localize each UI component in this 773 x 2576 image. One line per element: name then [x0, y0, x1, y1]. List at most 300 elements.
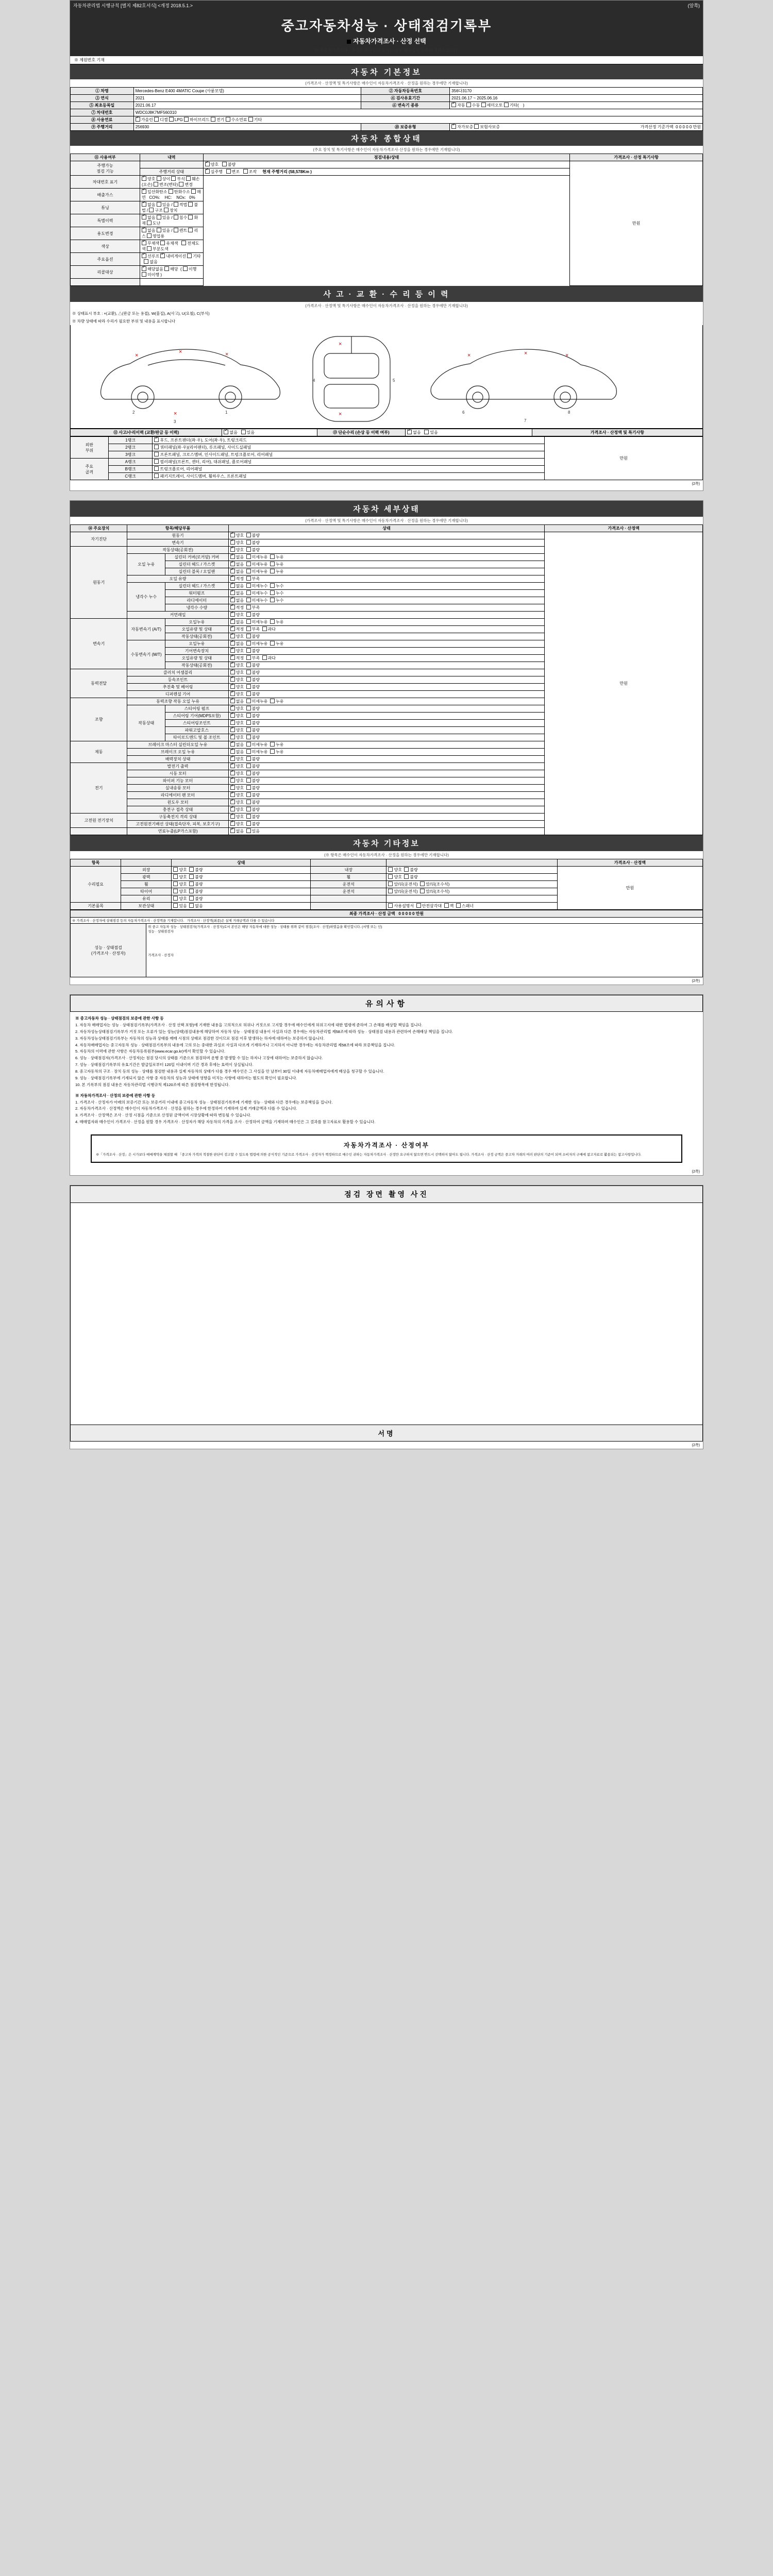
section-accident-note: (가격조사 · 산정액 및 특기사항은 매수인이 자동차가격조사 · 산정을 원하는 경우에만 기재합니다) [305, 303, 468, 308]
checkbox-sunroof[interactable] [142, 253, 146, 258]
checkbox-good[interactable] [230, 771, 235, 775]
checkbox-minor-leak[interactable] [246, 619, 251, 624]
value-mileage: 256930 [133, 124, 361, 131]
checkbox-option-none[interactable] [144, 259, 148, 264]
checkbox-bad[interactable] [246, 720, 251, 725]
sheet2-page-foot: (2쪽) [692, 979, 700, 983]
label-warranty: ⑩ 보증유형 [361, 124, 450, 131]
checkbox-bad[interactable] [246, 735, 251, 739]
sub-steering-pump: 스티어링 펌프 [165, 705, 229, 713]
checkbox-adequate[interactable] [230, 626, 235, 631]
checkbox-none[interactable] [230, 590, 235, 595]
checkbox-good[interactable] [230, 807, 235, 811]
checkbox-none[interactable] [230, 554, 235, 559]
rank-a-items [153, 459, 545, 466]
checkbox-tuning-structure[interactable] [149, 208, 154, 212]
etc-info-table [70, 859, 703, 910]
final-note-2: 가격조사 · 산정액(최종)은 실제 거래금액과 다를 수 있습니다 [187, 919, 275, 923]
checkbox-good[interactable] [230, 533, 235, 537]
cell-recall: ✓해당없음 해당 ( 이행 미이행 ) [140, 266, 203, 279]
checkbox-gasoline[interactable] [136, 117, 140, 122]
part-coolant-leak: 냉각수 누수 [127, 583, 165, 612]
checkbox-achromatic[interactable] [142, 241, 146, 245]
value-first-reg: 2021.06.17 [133, 102, 361, 109]
checkbox-auto[interactable] [451, 103, 456, 107]
checkbox-good[interactable] [230, 648, 235, 653]
checkbox-none[interactable] [230, 598, 235, 602]
checkbox-option-other[interactable] [187, 253, 192, 258]
checkbox-special-none[interactable] [142, 215, 146, 219]
table-header-row [71, 154, 703, 161]
cell-emission: ✓일산화탄소 탄화수소 매연 CO%: HC: NOx: 0% [140, 189, 203, 201]
rank-b-items [153, 466, 545, 473]
checkbox-good[interactable] [230, 720, 235, 725]
state-mt-oil-level: ✓ 적정 부족 과다 [228, 655, 545, 662]
checkbox-good[interactable] [230, 706, 235, 710]
part-window-motor: 윈도우 모터 [127, 799, 228, 806]
checkbox-leak[interactable] [270, 749, 275, 754]
rank-b-text: 트렁크플로어, 리어패널 [160, 467, 203, 471]
checkbox-none[interactable] [230, 562, 235, 566]
checkbox-bad[interactable] [189, 874, 194, 879]
notice-item: 9. 성능 · 상태점검기록부에 기재되지 않은 사항 중 자동차의 성능과 상태에 영향을 미치는 사항에 대하여는 별도의 확인이 필요합니다. [75, 1075, 297, 1080]
checkbox-bad[interactable] [246, 612, 251, 617]
state-engine-diag: ✓ 양호 불량 [228, 532, 545, 539]
checkbox-adequate[interactable] [230, 576, 235, 581]
signer-row-2[interactable] [148, 953, 701, 976]
checkbox-co[interactable] [142, 189, 146, 194]
checkbox-leak[interactable] [270, 562, 275, 566]
checkbox-hydrogen[interactable] [226, 117, 230, 122]
checkbox-transmission-other[interactable] [504, 103, 509, 107]
checkbox-bad[interactable] [246, 771, 251, 775]
label-simple-repair: ⑬ 단순수리 (손상 등 이력 여부) [317, 429, 406, 436]
checkbox-recall-yes[interactable] [164, 266, 169, 271]
checkbox-vin-altered[interactable] [154, 182, 158, 187]
checkbox-manual[interactable] [466, 103, 471, 107]
label-vin-mark: 차대번호 표기 [71, 176, 140, 189]
checkbox-none[interactable] [230, 569, 235, 573]
checkbox-insufficient[interactable] [246, 626, 251, 631]
checkbox-bad[interactable] [246, 807, 251, 811]
state-wheel-1: 양호 불량 [386, 874, 557, 881]
checkbox-insurance-warranty[interactable] [474, 124, 479, 129]
overall-state-table [70, 154, 703, 286]
rank-c-text: 패키지트레이, 사이드멤버, 휠하우스, 프론트패널 [160, 474, 247, 479]
sheet3-page-foot: (2쪽) [692, 1170, 700, 1174]
state-starter: ✓ 양호 불량 [228, 770, 545, 777]
sub-gear-shift: 기어변속장치 [165, 648, 229, 655]
svg-text:×: × [339, 341, 342, 347]
checkbox-bad[interactable] [246, 785, 251, 790]
part-steer-operation: 작동상태 [127, 705, 165, 741]
checkbox-leak[interactable] [270, 641, 275, 646]
page-indicator: (앞쪽) [687, 3, 700, 8]
part-blower-motor: 실내송풍 모터 [127, 785, 228, 792]
checkbox-hood[interactable] [154, 437, 159, 442]
checkbox-minor-leak[interactable] [246, 583, 251, 588]
rank-2-text: 쿼터패널(좌·우)(리어팬더), 루프패널, 사이드실패널 [160, 445, 251, 450]
col-etc-part2 [311, 859, 386, 867]
checkbox-vin-corroded[interactable] [171, 176, 176, 181]
final-price-title-text: 최종 가격조사 · 산정 금액 [349, 911, 395, 916]
state-charge-port: ✓ 양호 불량 [228, 806, 545, 814]
checkbox-bad[interactable] [246, 713, 251, 718]
checkbox-drive-good[interactable] [205, 162, 210, 166]
checkbox-none[interactable] [230, 828, 235, 833]
checkbox-good[interactable] [230, 821, 235, 826]
svg-text:5: 5 [393, 378, 395, 383]
part-glass: 유리 [121, 895, 172, 903]
checkbox-real-mileage[interactable] [205, 169, 210, 174]
state-clutch: ✓ 양호 불량 [228, 669, 545, 676]
label-year: ③ 연식 [71, 95, 134, 102]
checkbox-tuning-device[interactable] [164, 208, 169, 212]
checkbox-vin-damaged[interactable] [186, 176, 191, 181]
checkbox-leak[interactable] [270, 590, 275, 595]
part-cv-joint: 등속조인트 [127, 676, 228, 684]
checkbox-bad[interactable] [246, 821, 251, 826]
state-common-rail: ✓ 양호 불량 [228, 612, 545, 619]
checkbox-bad[interactable] [246, 547, 251, 552]
checkbox-good[interactable] [173, 896, 178, 901]
checkbox-package-tray[interactable] [154, 473, 159, 478]
checkbox-good[interactable] [230, 764, 235, 768]
checkbox-accident-none[interactable] [224, 430, 228, 434]
checkbox-bad[interactable] [246, 670, 251, 674]
subtitle-text: 자동차가격조사 · 산정 선택 [353, 38, 426, 45]
table-row [71, 910, 703, 918]
checkbox-pillar-panel[interactable] [154, 459, 159, 464]
checkbox-bad[interactable] [404, 867, 409, 872]
sub-rocker-cover: 실린더 커버(로커암) 커버 [165, 554, 229, 561]
checkbox-good[interactable] [230, 691, 235, 696]
label-usage-change: 용도변경 [71, 227, 140, 240]
etc-price-cell: 만원 [557, 867, 702, 910]
checkbox-trunk-floor[interactable] [154, 466, 159, 471]
col-etc-price: 가격조사 · 산정액 [557, 859, 702, 867]
checkbox-minor-leak[interactable] [246, 562, 251, 566]
checkbox-leak[interactable] [270, 569, 275, 573]
checkbox-good[interactable] [230, 800, 235, 804]
checkbox-yes[interactable] [246, 828, 251, 833]
state-window-motor: ✓ 양호 불량 [228, 799, 545, 806]
checkbox-not-exists[interactable] [189, 903, 194, 908]
final-price-title [71, 910, 703, 918]
checkbox-bad[interactable] [246, 634, 251, 638]
checkbox-bad[interactable] [404, 874, 409, 879]
checkbox-leak[interactable] [270, 554, 275, 559]
checkbox-special-yes[interactable] [157, 215, 161, 219]
checkbox-front-driver[interactable] [388, 882, 393, 886]
signer-row-1[interactable] [148, 929, 701, 953]
group-brake: 제동 [71, 741, 127, 763]
checkbox-recall-na[interactable] [142, 266, 146, 271]
checkbox-front-passenger[interactable] [420, 882, 425, 886]
checkbox-diesel[interactable] [154, 117, 159, 122]
checkbox-smoke[interactable] [191, 189, 196, 194]
checkbox-full-repaint[interactable] [181, 241, 186, 245]
part-clutch: 클러치 어셈블리 [127, 669, 228, 676]
checkbox-exists[interactable] [173, 903, 178, 908]
checkbox-tuning-none[interactable] [142, 202, 146, 207]
checkbox-minor-leak[interactable] [246, 590, 251, 595]
checkbox-vin-different[interactable] [157, 176, 161, 181]
part-idle: 작동상태(공회전) [127, 547, 228, 554]
checkbox-bad[interactable] [189, 889, 194, 893]
checkbox-accident-yes[interactable] [241, 430, 246, 434]
col-price-note: 가격조사 · 산정 특기사항 [570, 154, 703, 161]
checkbox-lease[interactable] [188, 228, 193, 232]
part-related-repair: 운전석 [311, 888, 386, 895]
state-diff-gear: ✓ 양호 불량 [228, 691, 545, 698]
checkbox-none[interactable] [230, 619, 235, 624]
photo-area [70, 1203, 703, 1425]
sub-radiator: 라디에이터 [165, 597, 229, 604]
checkbox-good[interactable] [230, 634, 235, 638]
checkbox-simple-yes[interactable] [424, 430, 429, 434]
label-accident-price-note: 가격조사 · 산정액 및 특기사항 [532, 429, 702, 436]
base-price-value: 0 0 0 0 0 만원 [676, 125, 701, 129]
checkbox-good[interactable] [230, 778, 235, 783]
cell-usage-change: ✓없음 있음 / 렌트 리스 영업용 [140, 227, 203, 240]
checkbox-excess[interactable] [262, 655, 267, 660]
checkbox-drive-bad[interactable] [222, 162, 227, 166]
checkbox-fire[interactable] [188, 215, 193, 219]
checkbox-bad[interactable] [189, 896, 194, 901]
checkbox-good[interactable] [173, 867, 178, 872]
checkbox-bad[interactable] [246, 648, 251, 653]
checkbox-navigation[interactable] [160, 253, 165, 258]
photo-section-title: 점검 장면 촬영 사진 [70, 1185, 703, 1203]
checkbox-theft[interactable] [147, 221, 152, 225]
checkbox-none[interactable] [230, 742, 235, 747]
checkbox-lpg[interactable] [169, 117, 174, 122]
checkbox-vin-good[interactable] [142, 176, 146, 181]
part-brake-oil: 브레이크 오일 누유 [127, 749, 228, 756]
checkbox-good[interactable] [230, 727, 235, 732]
checkbox-vin-changed[interactable] [179, 182, 183, 187]
checkbox-good[interactable] [173, 889, 178, 893]
cell-price-note: 만원 [570, 161, 703, 286]
state-battery-isolation: ✓ 양호 불량 [228, 814, 545, 821]
car-diagram-svg [71, 325, 703, 427]
checkbox-quarter-panel[interactable] [154, 445, 159, 449]
checkbox-adequate[interactable] [230, 655, 235, 660]
col-usage: ⑪ 사용여부 [71, 154, 140, 161]
checkbox-bad[interactable] [246, 800, 251, 804]
checkbox-minor-leak[interactable] [246, 598, 251, 602]
checkbox-minor-leak[interactable] [246, 742, 251, 747]
sub-water-pump: 워터펌프 [165, 590, 229, 597]
checkbox-rent[interactable] [174, 228, 178, 232]
table-row [71, 109, 703, 116]
checkbox-leak[interactable] [270, 619, 275, 624]
checkbox-good[interactable] [230, 785, 235, 790]
label-blank-bottom [71, 279, 140, 286]
state-tire: 양호 불량 [172, 888, 311, 895]
checkbox-good[interactable] [230, 792, 235, 797]
part-battery-isolation: 구동축전지 격리 상태 [127, 814, 228, 821]
table-row [71, 116, 703, 124]
checkbox-good[interactable] [230, 663, 235, 667]
checkbox-insufficient[interactable] [246, 655, 251, 660]
state-trans-diag: ✓ 양호 불량 [228, 539, 545, 547]
checkbox-bad[interactable] [189, 867, 194, 872]
checkbox-bad[interactable] [246, 691, 251, 696]
checkbox-front-panel[interactable] [154, 452, 159, 456]
checkbox-leak[interactable] [270, 598, 275, 602]
checkbox-fuel-other[interactable] [248, 117, 253, 122]
checkbox-good[interactable] [230, 670, 235, 674]
accident-legend-2: ※ 차량 상태에 따라 수리가 필요한 부위 및 내용을 표시합니다 [72, 319, 176, 324]
checkbox-bad[interactable] [189, 882, 194, 886]
value-simple-repair: ✓ 없음 있음 [406, 429, 532, 436]
checkbox-hc[interactable] [169, 189, 173, 194]
checkbox-none[interactable] [230, 583, 235, 588]
checkbox-bad[interactable] [246, 663, 251, 667]
sub-mt-oil-level: 오일유량 및 상태 [165, 655, 229, 662]
checkbox-good[interactable] [230, 735, 235, 739]
checkbox-hybrid[interactable] [184, 117, 189, 122]
checkbox-tuning-yes[interactable] [157, 202, 161, 207]
checkbox-jack-exists[interactable] [444, 903, 449, 908]
checkbox-good[interactable] [230, 713, 235, 718]
state-cyl-head: ✓ 없음 미세누유 누유 [228, 561, 545, 568]
checkbox-minor-leak[interactable] [246, 699, 251, 703]
checkbox-electric[interactable] [211, 117, 215, 122]
checkbox-good[interactable] [230, 814, 235, 819]
notice-item: 6. 성능 · 상태점검자(가격조사 · 산정자)는 점검 당시의 상태를 기준으로 점검하며 운행 중 발생할 수 있는 하자나 고장에 대하여는 보증하지 않습니다. [75, 1056, 323, 1061]
cell-special-history: ✓없음 있음 / 침수 화재 도난 [140, 214, 203, 227]
checkbox-triangle-exists[interactable] [416, 903, 421, 908]
label-emission: 배출가스 [71, 189, 140, 201]
car-damage-diagram [70, 325, 703, 429]
state-rocker-cover: ✓ 없음 미세누유 누유 [228, 554, 545, 561]
cell-options: ✓선루프 ✓내비게이션 기타 없음 [140, 253, 203, 266]
notice-sub-item: 3. 가격조사 · 산정액은 조사 · 산정 시점을 기준으로 산정된 금액이며 시장상황에 따라 변동될 수 있습니다. [75, 1113, 251, 1118]
checkbox-tuning-illegal[interactable] [188, 202, 193, 207]
checkbox-self-warranty[interactable] [451, 124, 456, 129]
checkbox-partial-repaint[interactable] [147, 246, 152, 251]
checkbox-good[interactable] [230, 547, 235, 552]
checkbox-spanner-exists[interactable] [456, 903, 461, 908]
checkbox-simple-none[interactable] [407, 430, 412, 434]
signer-declaration: 위 중고 자동차 성능 · 상태점검자(가격조사 · 산정자)로서 본인은 해당 자동차에 대한 성능 · 상태를 위와 같이 점검(조사 · 산정)하였음을 확인합니다. (서명 또는 인) [148, 925, 382, 929]
label-accident-history: ⑫ 사고/수리이력 (교환/판금 등 이력) [71, 429, 222, 436]
checkbox-leak[interactable] [270, 699, 275, 703]
checkbox-bad[interactable] [246, 792, 251, 797]
checkbox-bad[interactable] [246, 814, 251, 819]
checkbox-rear-driver[interactable] [388, 889, 393, 893]
notice-item: 5. 자동차의 이력에 관한 사항은 자동차등록원부(www.ecar.go.kr)에서 확인할 수 있습니다. [75, 1049, 225, 1054]
checkbox-manual-exists[interactable] [388, 903, 393, 908]
checkbox-bad[interactable] [246, 764, 251, 768]
checkbox-bad[interactable] [246, 540, 251, 545]
rank-3-text: 프론트패널, 크로스멤버, 인사이드패널, 트렁크플로어, 리어패널 [160, 452, 273, 457]
checkbox-rear-passenger[interactable] [420, 889, 425, 893]
checkbox-good[interactable] [388, 874, 393, 879]
rank-3-items [153, 451, 545, 459]
checkbox-good[interactable] [173, 882, 178, 886]
part-oil-level: 오일 유량 [127, 575, 228, 583]
table-row [71, 161, 703, 168]
checkbox-mileage-altered[interactable] [226, 169, 231, 174]
title-note: ※ 자동차가격조사 · 산정은 매수인이 원하는 경우 매매업자가 하는 서비스입니다. [314, 48, 459, 53]
table-row [71, 429, 703, 436]
checkbox-none[interactable] [230, 749, 235, 754]
checkbox-tuning-legal[interactable] [174, 202, 178, 207]
checkbox-commercial[interactable] [147, 233, 152, 238]
checkbox-minor-leak[interactable] [246, 569, 251, 573]
notice-sub-item: 4. 매매업자와 매수인이 가격조사 · 산정을 원할 경우 가격조사 · 산정자가 해당 자동차의 가격을 조사 · 산정하여 금액을 기재하며 매수인은 그 결과를 참고자료로 활용할 수 있습니다. [75, 1120, 376, 1125]
checkbox-bad[interactable] [246, 727, 251, 732]
checkbox-good[interactable] [230, 684, 235, 689]
checkbox-good[interactable] [230, 540, 235, 545]
checkbox-minor-leak[interactable] [246, 554, 251, 559]
checkbox-minor-leak[interactable] [246, 749, 251, 754]
label-mileage-state: 주행거리 상태 [140, 168, 203, 176]
state-steering-gear: ✓ 양호 불량 [228, 713, 545, 720]
label-recall: 리콜대상 [71, 266, 140, 279]
checkbox-minor-leak[interactable] [246, 641, 251, 646]
section-basic-band: 자동차 기본정보 [70, 64, 703, 79]
checkbox-adequate[interactable] [230, 605, 235, 609]
checkbox-mileage-manipulated[interactable] [243, 169, 248, 174]
checkbox-good[interactable] [230, 612, 235, 617]
checkbox-usage-none[interactable] [142, 228, 146, 232]
svg-text:3: 3 [174, 419, 176, 424]
checkbox-none[interactable] [230, 699, 235, 703]
group-powertrain: 동력전달 [71, 669, 127, 698]
checkbox-bad[interactable] [246, 677, 251, 682]
group-outer-panel: 외판 부위 [71, 437, 109, 459]
checkbox-insufficient[interactable] [246, 576, 251, 581]
state-related-repair: 앞/뒤(운전석) 앞/뒤(조수석) [386, 888, 557, 895]
label-transmission: ⑥ 변속기 종류 [361, 102, 450, 109]
checkbox-chromatic[interactable] [160, 241, 165, 245]
checkbox-recall-notdone[interactable] [142, 272, 146, 277]
table-row [71, 867, 703, 874]
checkbox-semiauto[interactable] [481, 103, 486, 107]
checkbox-bad[interactable] [246, 756, 251, 761]
checkbox-bad[interactable] [246, 533, 251, 537]
col-state: 상태 [228, 525, 545, 532]
checkbox-good[interactable] [173, 874, 178, 879]
section-detail-band: 자동차 세부상태 [70, 501, 703, 517]
checkbox-good[interactable] [388, 867, 393, 872]
checkbox-leak[interactable] [270, 583, 275, 588]
table-header-row [71, 859, 703, 867]
checkbox-excess[interactable] [262, 626, 267, 631]
state-wiper-motor: ✓ 양호 불량 [228, 777, 545, 785]
checkbox-leak[interactable] [270, 742, 275, 747]
cell-blank-bottom [140, 279, 203, 286]
notice-item: 2. 자동차성능상태점검기록부가 거짓 또는 오류가 있는 성능(상태)점검내용에 해당하여 자동차 성능 · 상태점검 내용이 사실과 다른 경우에는 자동차관리법 제58조에 따라 성능 · 상태점검 내용과 관련하여 손해배상 책임을 집니다. [75, 1029, 453, 1034]
checkbox-usage-yes[interactable] [157, 228, 161, 232]
checkbox-recall-done[interactable] [183, 266, 188, 271]
checkbox-bad[interactable] [246, 778, 251, 783]
checkbox-insufficient[interactable] [246, 605, 251, 609]
checkbox-none[interactable] [230, 641, 235, 646]
checkbox-good[interactable] [230, 756, 235, 761]
checkbox-bad[interactable] [246, 706, 251, 710]
part-manual [311, 903, 386, 910]
checkbox-good[interactable] [230, 677, 235, 682]
checkbox-flood[interactable] [174, 215, 178, 219]
checkbox-bad[interactable] [246, 684, 251, 689]
state-radiator-fan-motor: ✓ 양호 불량 [228, 792, 545, 799]
